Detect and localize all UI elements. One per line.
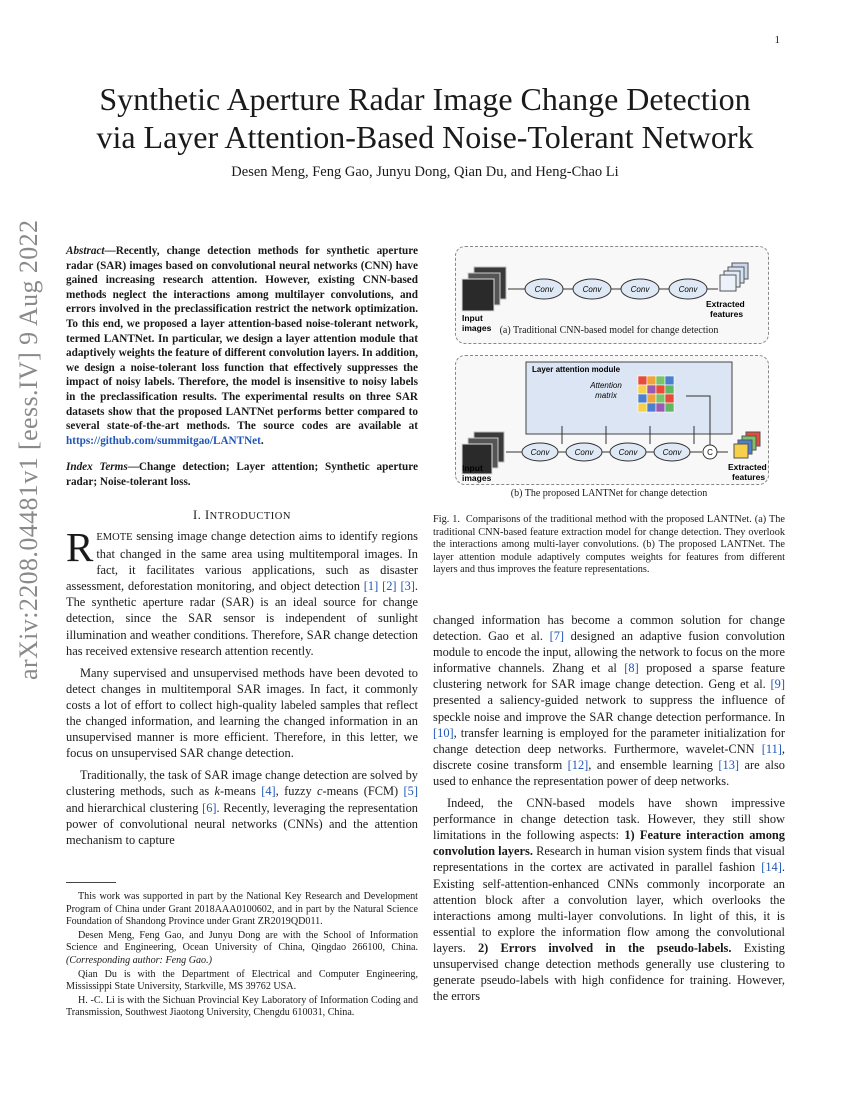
conv-block-1 xyxy=(525,279,563,299)
right-paragraph-2: Indeed, the CNN-based models have shown impressive performance in change detection task. However, they still show limitations in the following aspects: 1) Feature interaction among convolution layers. Research in human vision system finds that visual representations in the cortex are activated in parallel fashion [14]. Existing self-attention-enhanced CNNs commonly incorporate an attention block after a convolution layer, which overlooks the interactions among multi-layer convolutions. In light of this, it is essential to explore the information flow among the convolutional layers. 2) Errors involved in the pseudo-labels. Existing unsupervised change detection methods generally use clustering to generate pseudo-labels with high confidence for training. However, the errors xyxy=(433,796,786,1004)
citation-3[interactable]: [3] xyxy=(400,579,415,594)
footnote-affiliation-2: Qian Du is with the Department of Electrical and Computer Engineering, Mississippi State University, Starkville, MS 39762 USA. xyxy=(66,968,418,993)
svg-text:matrix: matrix xyxy=(595,391,617,400)
svg-text:Conv: Conv xyxy=(678,285,698,294)
attention-matrix xyxy=(638,376,674,412)
footnote-rule xyxy=(66,882,116,883)
svg-text:images: images xyxy=(462,323,492,333)
attention-cell xyxy=(656,403,665,412)
conv-block-4 xyxy=(669,279,707,299)
right-paragraph-1: changed information has become a common solution for change detection. Gao et al. [7] designed an adaptive fusion convolution module to encode the input, allowing the network to focus on the more informative channels. Zhang et al [8] proposed a sparse feature clustering network for SAR image change detection. Geng et al. [9] presented a saliency-guided network to suppress the influence of speckle noise and improve the SAR change detection performance. In [10], transfer learning is employed for the parameter initialization for change detection deep networks. Furthermore, wavelet-CNN [11], discrete cosine transform [12], and ensemble learning [13] are also used to enhance the representation power of deep networks. xyxy=(433,613,785,788)
abstract-label: Abstract xyxy=(66,245,105,257)
conv-block-b1 xyxy=(522,443,558,461)
attention-cell xyxy=(638,385,647,394)
citation-2[interactable]: [2] xyxy=(382,579,397,594)
conv-block-b2 xyxy=(566,443,602,461)
extracted-features-stack-b xyxy=(734,432,760,458)
intro-paragraph-1: REMOTE sensing image change detection aims to identify regions that changed in the same area using multitemporal images. In fact, it facilitates various applications, such as disaster assessment, deforestation monitoring, and object detection [1] [2] [3]. The synthetic aperture radar (SAR) is an ideal source for change detection, since the SAR sensor is independent of sunlight illumination and weather conditions. Therefore, SAR change detection has received extensive research attention recently. xyxy=(66,524,418,658)
conv-block-b3 xyxy=(610,443,646,461)
index-terms xyxy=(66,460,418,489)
svg-text:Layer attention module: Layer attention module xyxy=(532,365,621,374)
citation-11[interactable]: [11] xyxy=(761,741,782,756)
figure-panel-b xyxy=(455,355,769,485)
footnote-funding: This work was supported in part by the National Key Research and Development Program of China under Grant 2018AAA0100602, and in part by the Natural Science Foundation of Shandong Province under Grant ZR2019QD011. xyxy=(66,891,418,928)
svg-text:Conv: Conv xyxy=(618,448,638,457)
attention-cell xyxy=(665,394,674,403)
attention-cell xyxy=(656,385,665,394)
citation-5[interactable]: [5] xyxy=(403,784,418,799)
conv-block-2 xyxy=(573,279,611,299)
attention-cell xyxy=(656,394,665,403)
paper-title xyxy=(40,80,810,156)
svg-text:features: features xyxy=(710,309,744,319)
svg-text:Input: Input xyxy=(462,313,483,323)
svg-text:Conv: Conv xyxy=(630,285,650,294)
dropcap: R xyxy=(66,524,94,570)
right-column-text xyxy=(433,612,785,1010)
svg-text:Extracted: Extracted xyxy=(728,462,767,472)
citation-6[interactable]: [6] xyxy=(202,800,217,815)
svg-text:Conv: Conv xyxy=(534,285,554,294)
intro-paragraph-2: Many supervised and unsupervised methods have been devoted to detect changes in multitemporal SAR images. In fact, it commonly costs a lot of effort to collect high-quality labeled samples that reflect the changed information, and learning the changed information in an unsupervised manner is more efficient. Therefore, in this letter, we focus on unsupervised SAR change detection. xyxy=(66,665,418,761)
svg-text:Attention: Attention xyxy=(590,381,622,390)
attention-cell xyxy=(638,376,647,385)
page-number: 1 xyxy=(774,34,780,46)
svg-text:images: images xyxy=(462,473,492,483)
conv-block-b4 xyxy=(654,443,690,461)
citation-10[interactable]: [10] xyxy=(433,725,454,740)
citation-13[interactable]: [13] xyxy=(718,757,740,772)
svg-text:Extracted: Extracted xyxy=(706,299,745,309)
svg-text:features: features xyxy=(732,472,766,482)
svg-text:Conv: Conv xyxy=(574,448,594,457)
attention-cell xyxy=(647,385,656,394)
attention-cell xyxy=(665,403,674,412)
input-images-stack xyxy=(462,267,506,311)
svg-text:Conv: Conv xyxy=(582,285,602,294)
attention-cell xyxy=(665,385,674,394)
attention-cell xyxy=(647,403,656,412)
footnote-affiliation-3: H. -C. Li is with the Sichuan Provincial Key Laboratory of Information Coding and Transmission, Southwest Jiaotong University, Chengdu 610031, China. xyxy=(66,994,418,1019)
introduction-text xyxy=(66,524,418,854)
attention-cell xyxy=(647,376,656,385)
citation-14[interactable]: [14] xyxy=(761,860,782,875)
citation-4[interactable]: [4] xyxy=(261,784,276,799)
author-list: Desen Meng, Feng Gao, Junyu Dong, Qian Du, and Heng-Chao Li xyxy=(231,164,619,180)
title-line-2: via Layer Attention-Based Noise-Tolerant Network xyxy=(96,119,754,155)
conv-block-3 xyxy=(621,279,659,299)
citation-8[interactable]: [8] xyxy=(624,661,639,676)
lantnet-diagram xyxy=(456,356,768,484)
svg-text:Conv: Conv xyxy=(662,448,682,457)
concat-node xyxy=(703,445,717,459)
title-line-1: Synthetic Aperture Radar Image Change Detection xyxy=(99,81,751,117)
citation-9[interactable]: [9] xyxy=(770,677,785,692)
extracted-features-stack xyxy=(720,263,748,291)
attention-cell xyxy=(656,376,665,385)
svg-text:Conv: Conv xyxy=(530,448,550,457)
footnote-affiliation-1: Desen Meng, Feng Gao, and Junyu Dong are with the School of Information Science and Engineering, Ocean University of China, Qingdao 266100, China. (Corresponding author: Feng Gao.) xyxy=(66,929,418,966)
abstract: Abstract—Recently, change detection methods for synthetic aperture radar (SAR) images based on convolutional neural networks (CNN) have gained increasing research attention. However, existing CNN-based methods neglect the interactions among multilayer convolutions, and errors involved in the preclassification restrict the network optimization. To this end, we proposed a layer attention-based noise-tolerant network, termed LANTNet. In particular, we design a layer attention module that adaptively weights the feature of different convolution layers. In addition, we design a noise-tolerant loss function that effectively suppresses the impact of noisy labels. Therefore, the model is insensitive to noisy labels in the preclassification results. The experimental results on three SAR datasets show that the proposed LANTNet performs better compared to several state-of-the-art methods. The source codes are available at https://github.com/summitgao/LANTNet. xyxy=(66,245,418,447)
citation-1[interactable]: [1] xyxy=(363,579,379,594)
section-heading-introduction: I. INTRODUCTION xyxy=(193,508,291,522)
arxiv-id[interactable]: arXiv:2208.04481v1 [eess.IV] 9 Aug 2022 xyxy=(14,219,43,680)
figure-caption: Fig. 1. Comparisons of the traditional method with the proposed LANTNet. (a) The traditional CNN-based feature extraction model for change detection. They overlook the interactions among multi-layer convolutions. (b) The proposed LANTNet. The layer attention module adaptively computes weights for features from different layers and thus improves the feature representations. xyxy=(433,514,785,576)
github-link[interactable]: https://github.com/summitgao/LANTNet xyxy=(66,434,261,447)
attention-cell xyxy=(638,403,647,412)
intro-paragraph-3: Traditionally, the task of SAR image change detection are solved by clustering methods, such as k-means [4], fuzzy c-means (FCM) [5] and hierarchical clustering [6]. Recently, leveraging the representation power of convolutional neural networks (CNNs) and the attention mechanism to capture xyxy=(66,768,418,847)
svg-text:Input: Input xyxy=(462,463,483,473)
caption-b: (b) The proposed LANTNet for change detection xyxy=(510,488,708,499)
footnotes xyxy=(66,891,418,1021)
attention-cell xyxy=(647,394,656,403)
index-terms-body: —Change detection; Layer attention; Synthetic aperture radar; Noise-tolerant loss. xyxy=(66,461,418,488)
svg-text:C: C xyxy=(707,448,713,457)
abstract-body: —Recently, change detection methods for synthetic aperture radar (SAR) images based on convolutional neural networks (CNN) have gained increasing research attention. However, existing CNN-based methods neglect the interactions among multilayer convolutions, and errors involved in the preclassification restrict the network optimization. To this end, we proposed a layer attention-based noise-tolerant network, termed LANTNet. In particular, we design a layer attention module that adaptively weights the feature of different convolution layers. In addition, we design a noise-tolerant loss function that effectively suppresses the impact of noisy labels. Therefore, the model is insensitive to noisy labels in the preclassification results. The experimental results on three SAR datasets show that the proposed LANTNet performs better compared to several state-of-the-art methods. The source codes are available at xyxy=(66,245,418,433)
citation-7[interactable]: [7] xyxy=(549,629,565,644)
attention-cell xyxy=(665,376,674,385)
caption-a: (a) Traditional CNN-based model for change detection xyxy=(499,325,719,336)
citation-12[interactable]: [12] xyxy=(567,757,589,772)
attention-cell xyxy=(638,394,647,403)
index-terms-label: Index Terms xyxy=(66,461,128,473)
